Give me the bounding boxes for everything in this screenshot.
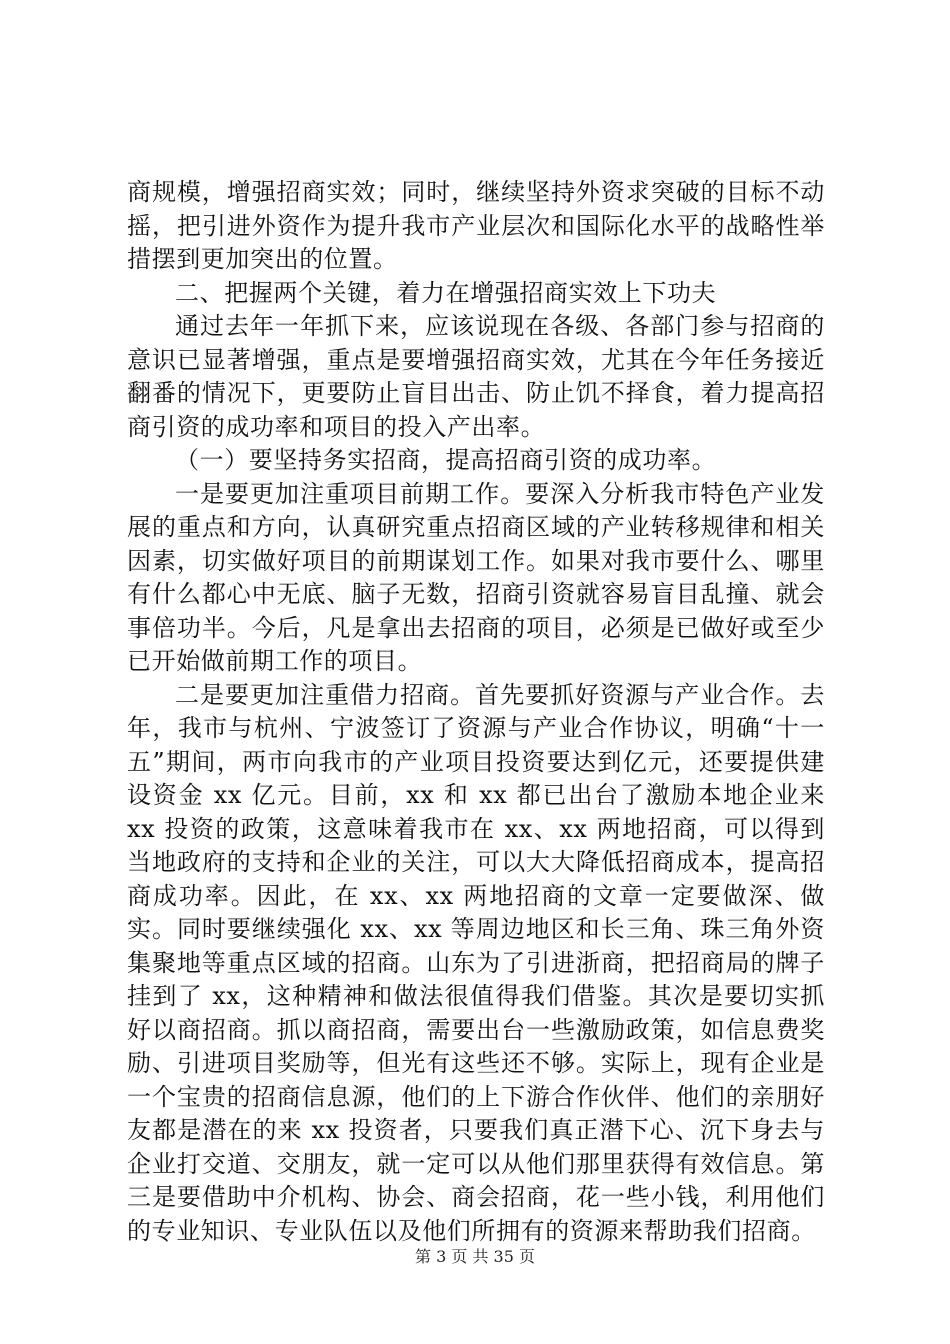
- subsection-heading-one: （一）要坚持务实招商，提高招商引资的成功率。: [175, 446, 717, 474]
- section-heading-two: 二、把握两个关键，着力在增强招商实效上下功夫: [175, 278, 717, 307]
- paragraph-point-two: 二是要更加注重借力招商。首先要抓好资源与产业合作。去年，我市与杭州、宁波签订了资源与产业合作协议，明确“十一五”期间，两市向我市的产业项目投资要达到亿元，还要提供建设资金 xx 亿元。目前，xx 和 xx 都已出台了激励本地企业来 xx 投资的政策，这意味着我市在 xx、xx 两地招商，可以得到当地政府的支持和企业的关注，可以大大降低招商成本，提高招商成功率。因此，在 xx、xx 两地招商的文章一定要做深、做实。同时要继续强化 xx、xx 等周边地区和长三角、珠三角外资集聚地等重点区域的招商。山东为了引进浙商，把招商局的牌子挂到了 xx，这种精神和做法很值得我们借鉴。其次是要切实抓好以商招商。抓以商招商，需要出台一些激励政策，如信息费奖励、引进项目奖励等，但光有这些还不够。实际上，现有企业是一个宝贵的招商信息源，他们的上下游合作伙伴、他们的亲朋好友都是潜在的来 xx 投资者，只要我们真正潜下心、沉下身去与企业打交道、交朋友，就一定可以从他们那里获得有效信息。第三是要借助中介机构、协会、商会招商，花一些小钱，利用他们的专业知识、专业队伍以及他们所拥有的资源来帮助我们招商。: [127, 680, 825, 1245]
- page-number-footer: 第 3 页 共 35 页: [415, 1247, 535, 1266]
- paragraph-continuation: 商规模，增强招商实效；同时，继续坚持外资求突破的目标不动摇，把引进外资作为提升我市产业层次和国际化水平的战略性举措摆到更加突出的位置。: [127, 178, 825, 273]
- document-body: [127, 176, 825, 1248]
- paragraph-point-one: 一是要更加注重项目前期工作。要深入分析我市特色产业发展的重点和方向，认真研究重点招商区域的产业转移规律和相关因素，切实做好项目的前期谋划工作。如果对我市要什么、哪里有什么都心中无底、脑子无数，招商引资就容易盲目乱撞、就会事倍功半。今后，凡是拿出去招商的项目，必须是已做好或至少已开始做前期工作的项目。: [127, 479, 825, 675]
- paragraph-intro: 通过去年一年抓下来，应该说现在各级、各部门参与招商的意识已显著增强，重点是要增强招商实效，尤其在今年任务接近翻番的情况下，更要防止盲目出击、防止饥不择食，着力提高招商引资的成功率和项目的投入产出率。: [127, 312, 825, 441]
